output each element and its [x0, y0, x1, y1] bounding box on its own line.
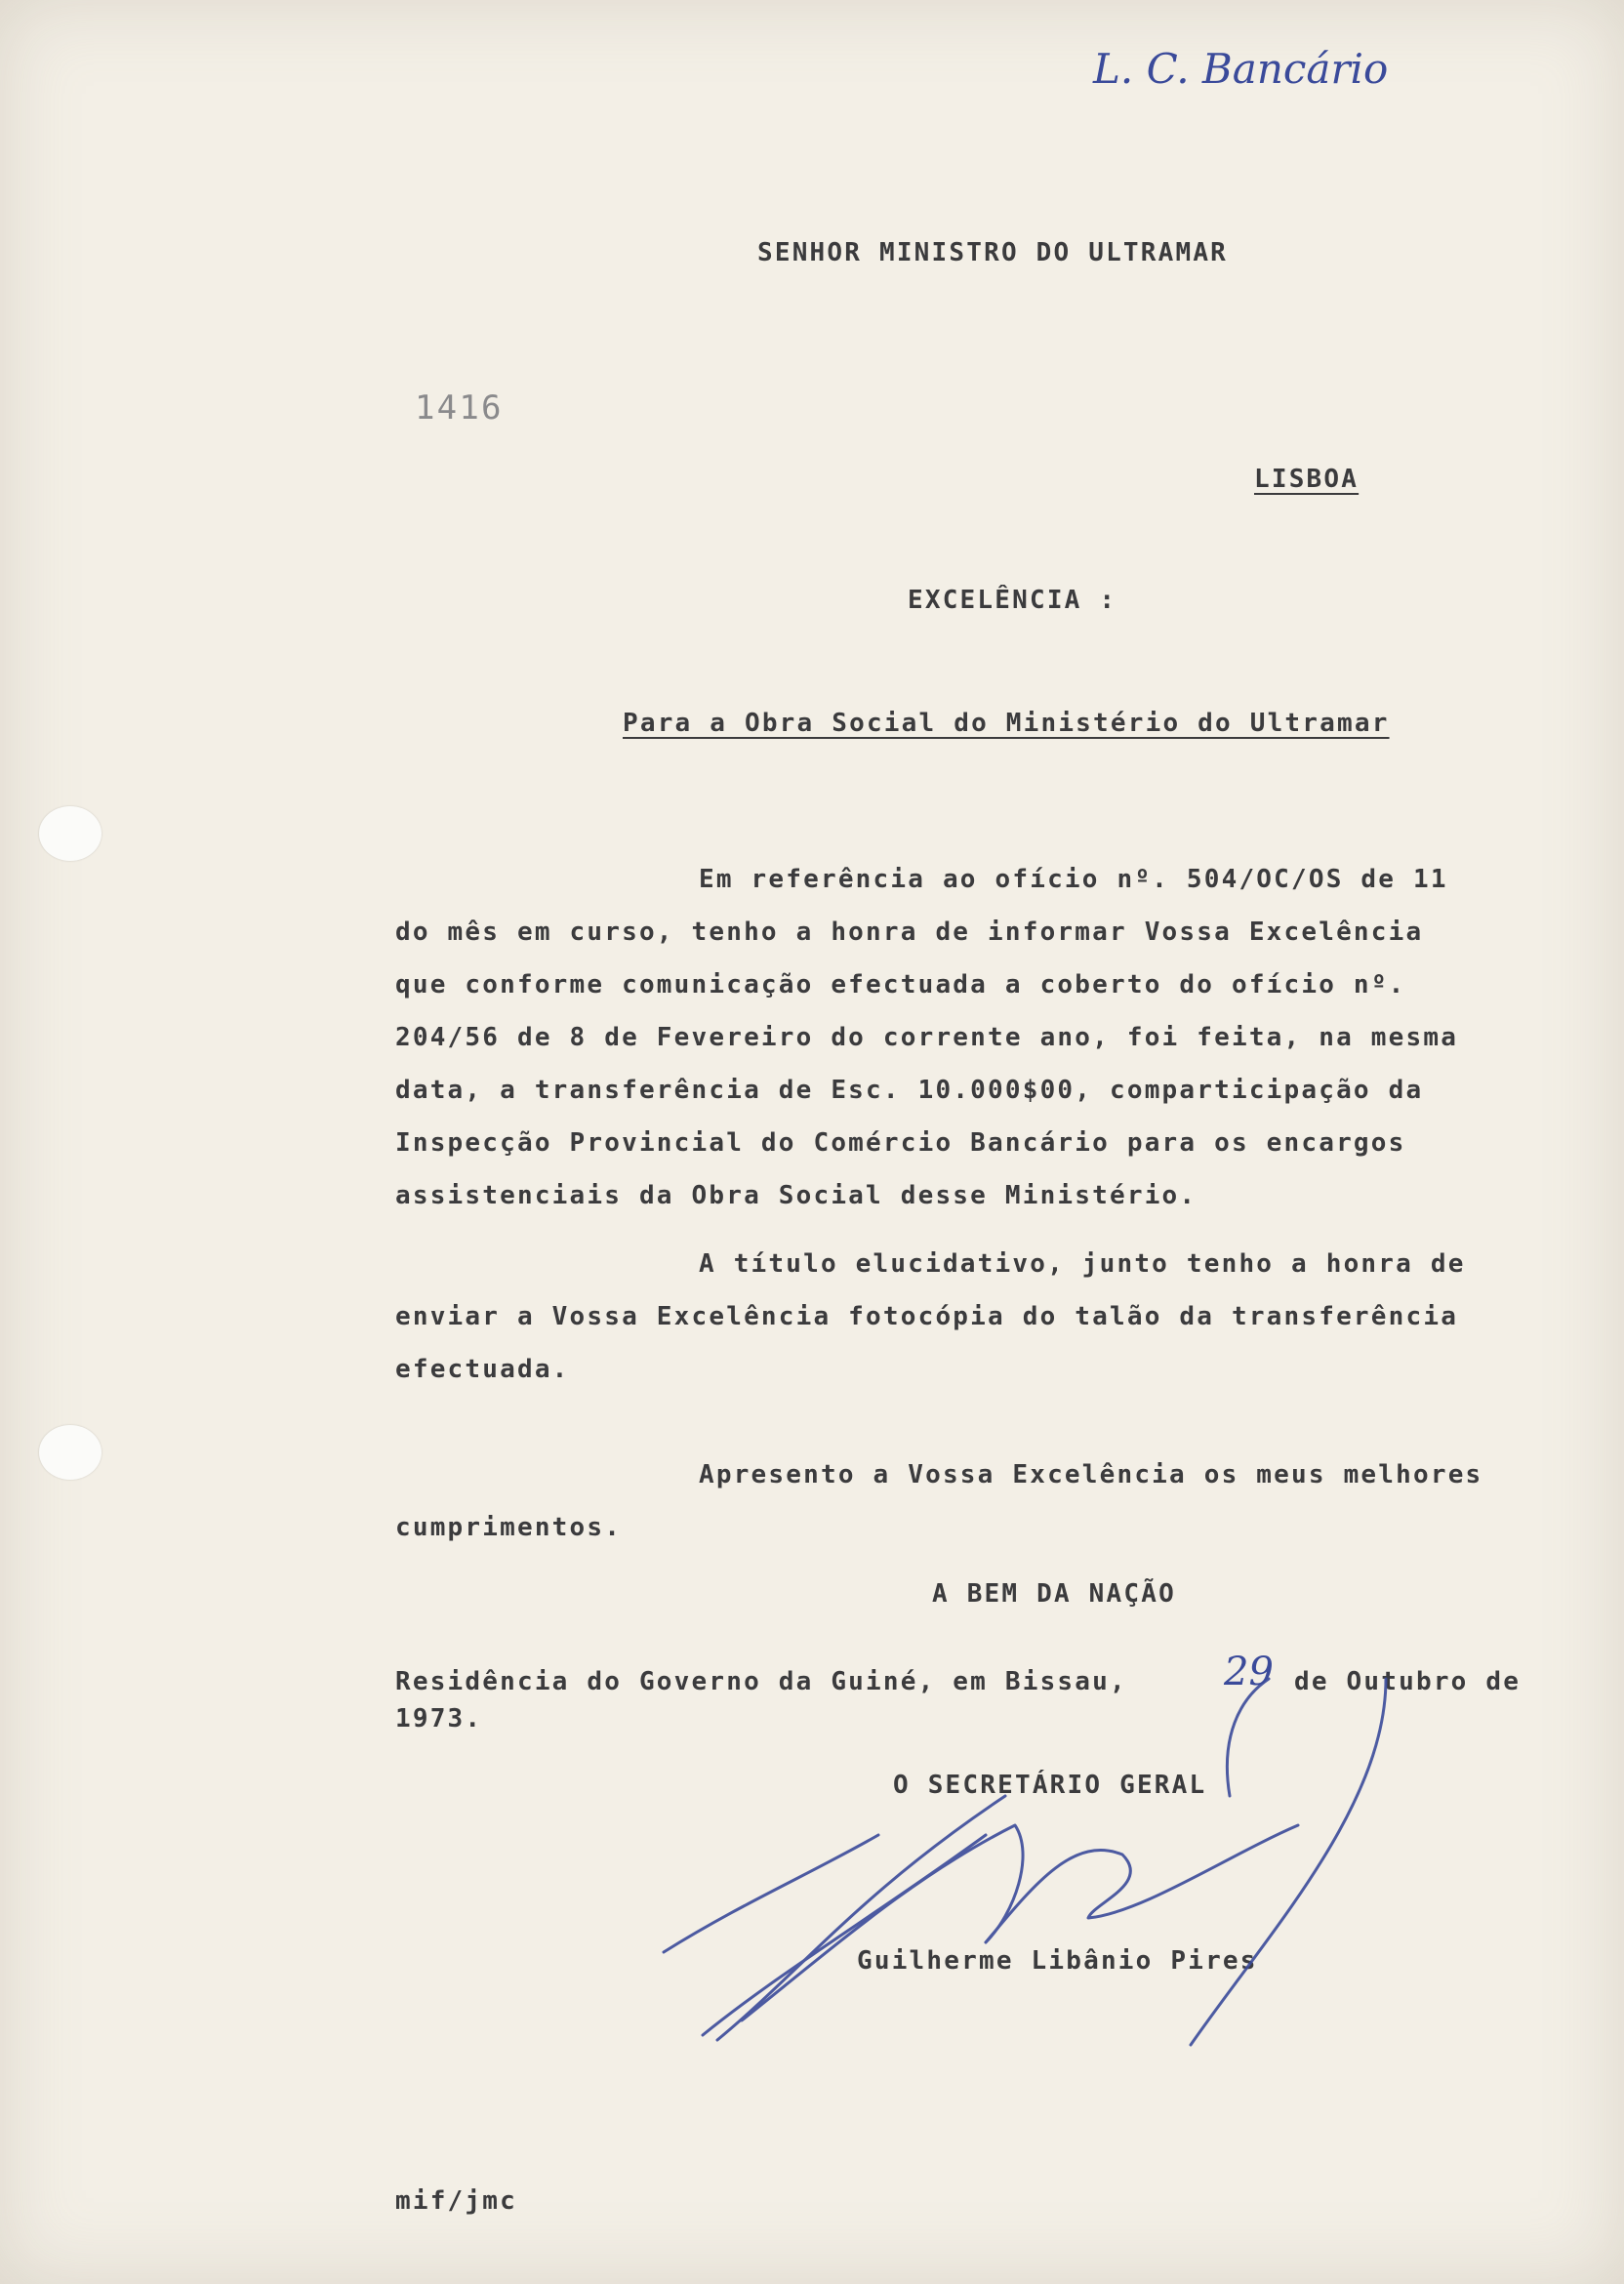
place-line-suffix: de Outubro de	[1294, 1667, 1522, 1696]
paragraph-1-line: do mês em curso, tenho a honra de informar Vossa Excelência	[395, 918, 1424, 947]
number-stamp: 1416	[415, 388, 504, 428]
paragraph-1-line: que conforme comunicação efectuada a coberto do ofício nº.	[395, 970, 1406, 999]
year: 1973.	[395, 1704, 483, 1733]
paragraph-2-line: enviar a Vossa Excelência fotocópia do talão da transferência	[395, 1302, 1459, 1331]
paragraph-2-line: A título elucidativo, junto tenho a honra de	[699, 1249, 1466, 1279]
paragraph-1-line: assistenciais da Obra Social desse Ministério.	[395, 1181, 1198, 1210]
place-line-prefix: Residência do Governo da Guiné, em Bissau,	[395, 1667, 1127, 1696]
reference-initials: mif/jmc	[395, 2186, 517, 2216]
paragraph-1-line: data, a transferência de Esc. 10.000$00, comparticipação da	[395, 1076, 1424, 1105]
handwritten-day: 29	[1224, 1650, 1274, 1694]
subject-line: Para a Obra Social do Ministério do Ultramar	[623, 709, 1390, 738]
closing-line: cumprimentos.	[395, 1513, 623, 1542]
paragraph-1-line: 204/56 de 8 de Fevereiro do corrente ano, foi feita, na mesma	[395, 1023, 1459, 1052]
signer-name: Guilherme Libânio Pires	[857, 1946, 1258, 1976]
salutation: EXCELÊNCIA :	[908, 586, 1117, 615]
paragraph-1-line: Em referência ao ofício nº. 504/OC/OS de 11	[699, 865, 1448, 894]
motto: A BEM DA NAÇÃO	[932, 1579, 1176, 1609]
city: LISBOA	[1254, 465, 1360, 494]
addressee: SENHOR MINISTRO DO ULTRAMAR	[757, 238, 1229, 267]
signer-title: O SECRETÁRIO GERAL	[893, 1771, 1207, 1800]
closing-line: Apresento a Vossa Excelência os meus melhores	[699, 1460, 1483, 1489]
paragraph-1-line: Inspecção Provincial do Comércio Bancário para os encargos	[395, 1128, 1406, 1158]
paragraph-2-line: efectuada.	[395, 1355, 570, 1384]
handwritten-annotation: L. C. Bancário	[1093, 45, 1389, 93]
